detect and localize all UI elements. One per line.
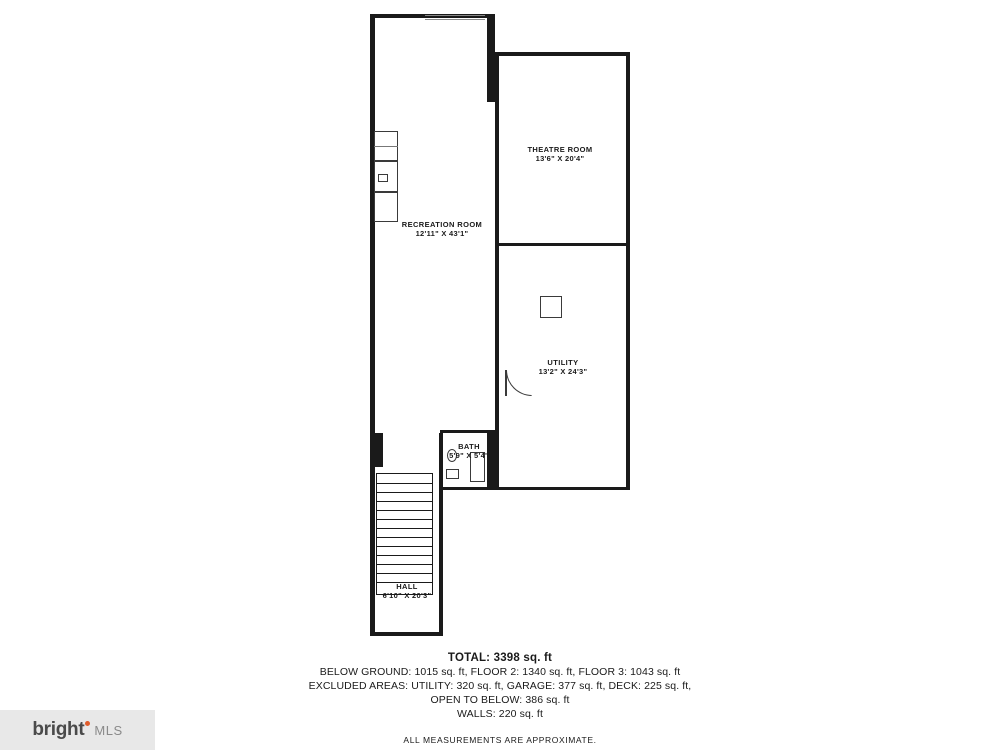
wall-hall-left <box>370 467 374 636</box>
vanity-sink-icon <box>446 469 459 479</box>
room-label-utility <box>483 358 643 377</box>
total-area: TOTAL: 3398 sq. ft <box>447 652 553 664</box>
room-name: RECREATION ROOM <box>401 220 483 229</box>
logo-suffix-text: MLS <box>94 723 123 738</box>
area-breakdown-line-3: OPEN TO BELOW: 386 sq. ft <box>430 693 570 706</box>
room-dims: 13'6" X 20'4" <box>535 154 585 164</box>
utility-equipment <box>540 296 562 318</box>
room-label-theatre <box>480 145 640 164</box>
room-name: BATH <box>458 442 480 451</box>
wall-hall-bottom <box>370 632 443 636</box>
area-breakdown-line-2: EXCLUDED AREAS: UTILITY: 320 sq. ft, GARAGE: 377 sq. ft, DECK: 225 sq. ft, <box>308 679 692 692</box>
room-name: HALL <box>396 582 418 591</box>
brightmls-logo <box>0 710 155 750</box>
counter-segment <box>374 192 398 222</box>
room-dims: 6'10" X 20'3" <box>382 591 432 601</box>
wall-top-theatre <box>487 52 630 56</box>
room-name: THEATRE ROOM <box>527 145 593 154</box>
area-breakdown-line-4: WALLS: 220 sq. ft <box>457 707 543 720</box>
area-breakdown-line-1: BELOW GROUND: 1015 sq. ft, FLOOR 2: 1340 sq. ft, FLOOR 3: 1043 sq. ft <box>319 666 681 678</box>
wall-recreation-bottom-left <box>370 433 383 467</box>
wall-theatre-utility-divider <box>495 243 630 246</box>
window-top <box>425 15 485 16</box>
room-dims: 13'2" X 24'3" <box>538 367 588 377</box>
room-label-recreation <box>362 220 522 239</box>
wall-recreation-divider <box>495 52 499 490</box>
measurement-disclaimer: ALL MEASUREMENTS ARE APPROXIMATE. <box>403 735 597 746</box>
wall-utility-bottom <box>440 487 630 490</box>
wall-right-outer <box>626 52 630 487</box>
wall-recreation-right-stub <box>487 14 495 102</box>
wall-hall-right <box>439 433 443 636</box>
staircase <box>376 473 433 595</box>
logo-brand-text: bright <box>32 719 85 740</box>
window-top-inner <box>425 19 485 20</box>
cabinet-divider-line <box>374 146 398 147</box>
room-label-hall <box>327 582 487 601</box>
room-dims: 12'11" X 43'1" <box>415 229 469 239</box>
room-dims: 5'9" X 5'4" <box>449 451 489 461</box>
room-label-bath <box>389 442 549 461</box>
room-name: UTILITY <box>547 358 579 367</box>
logo-dot-icon <box>85 721 90 726</box>
appliance-icon <box>378 174 388 182</box>
